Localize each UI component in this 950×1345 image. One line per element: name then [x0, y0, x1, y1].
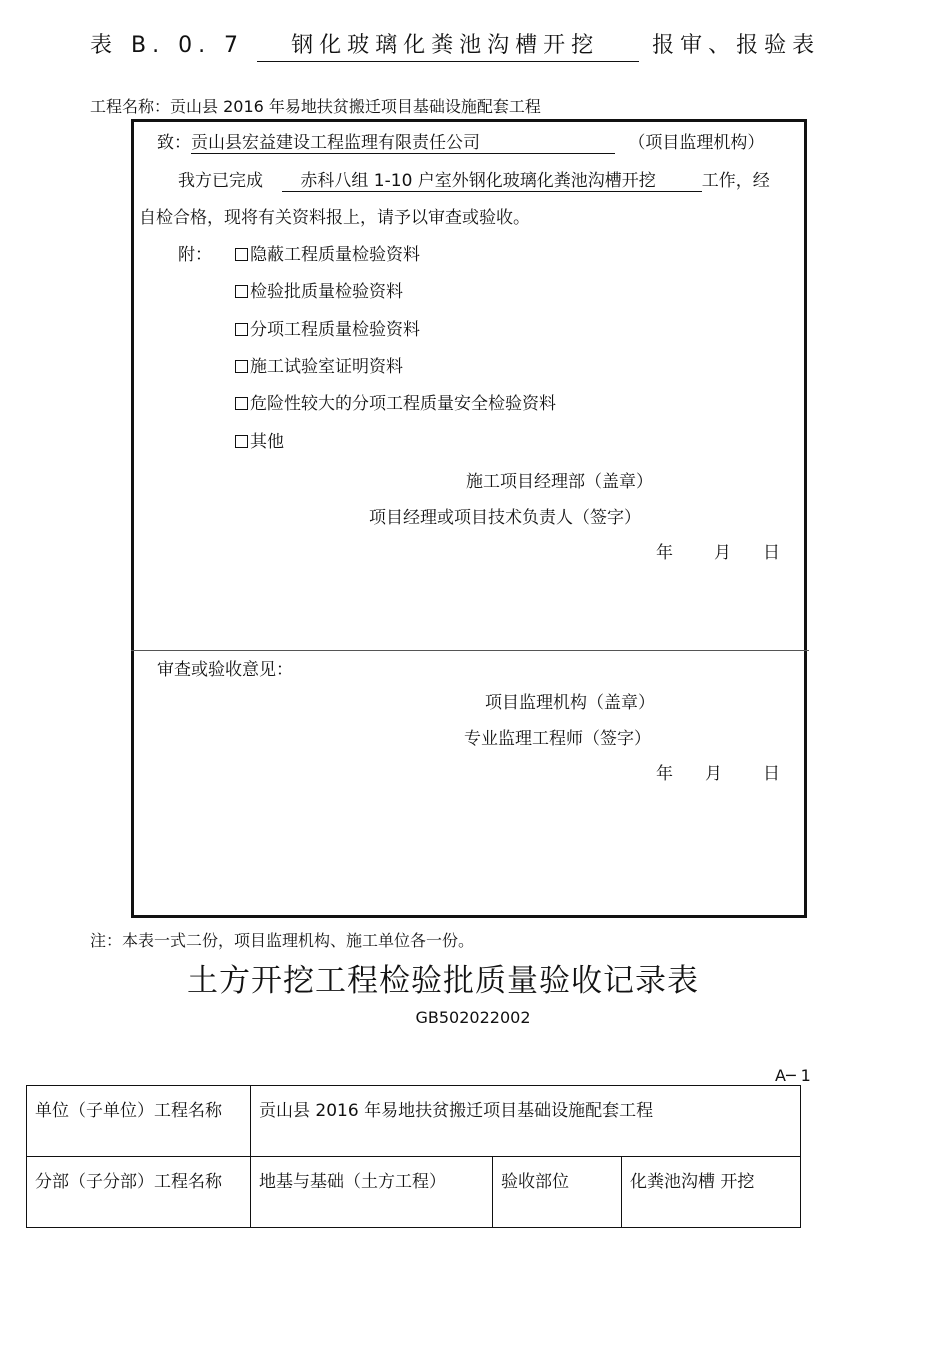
attachment-item[interactable] [235, 277, 403, 302]
attachment-label: 其他 [250, 432, 284, 452]
checkbox-icon[interactable] [235, 397, 248, 410]
manager-signature-label: 项目经理或项目技术负责人（签字） [369, 508, 641, 528]
done-value: 赤科八组 1-10 户室外钢化玻璃化粪池沟槽开挖 [282, 166, 701, 192]
attachment-item[interactable] [235, 389, 556, 414]
form-title-subject: 钢化玻璃化粪池沟槽开挖 [257, 28, 639, 62]
attachment-label: 检验批质量检验资料 [250, 282, 403, 302]
attachment-item[interactable] [235, 427, 284, 452]
attachment-item[interactable] [235, 315, 420, 340]
row1-label [27, 1086, 251, 1157]
form-title [90, 28, 820, 62]
form-note: 注：本表一式二份，项目监理机构、施工单位各一份。 [90, 931, 475, 950]
done-line [178, 166, 770, 192]
attach-label: 附： [178, 245, 212, 265]
attachment-label: 隐蔽工程质量检验资料 [250, 245, 420, 265]
form-title-suffix: 报审、报验表 [652, 33, 821, 58]
row2-label-text: 分部（子分部）工程名称 [35, 1172, 222, 1192]
done-label: 我方已完成 [178, 171, 263, 191]
checkbox-icon[interactable] [235, 248, 248, 261]
attachment-label: 危险性较大的分项工程质量安全检验资料 [250, 394, 556, 414]
supervisor-stamp-label: 项目监理机构（盖章） [485, 693, 655, 713]
row2-label [27, 1157, 251, 1228]
date-day: 日 [763, 543, 780, 563]
done-suffix: 工作，经 [701, 171, 770, 191]
project-name-line [90, 94, 541, 117]
table-row [27, 1157, 801, 1228]
review-label: 审查或验收意见： [157, 660, 293, 680]
row2-part-value: 化粪池沟槽 开挖 [622, 1157, 801, 1228]
attachment-label: 分项工程质量检验资料 [250, 320, 420, 340]
attachment-item[interactable] [235, 352, 403, 377]
date-month: 月 [714, 543, 731, 563]
project-label: 工程名称： [90, 97, 171, 116]
date-year: 年 [656, 764, 673, 784]
submission-text: 自检合格，现将有关资料报上，请予以审查或验收。 [139, 208, 530, 228]
record-table [26, 1085, 801, 1228]
attachment-item[interactable] [235, 240, 420, 265]
row2-part-label: 验收部位 [493, 1157, 622, 1228]
form-title-prefix: 表 B. 0. 7 [90, 33, 245, 58]
section-divider [131, 650, 809, 651]
date-day: 日 [763, 764, 780, 784]
record-code: A─ 1 [775, 1066, 811, 1085]
table-row [27, 1086, 801, 1157]
engineer-signature-label: 专业监理工程师（签字） [464, 729, 651, 749]
date-year: 年 [656, 543, 673, 563]
to-suffix: （项目监理机构） [628, 133, 765, 153]
to-line [157, 128, 764, 154]
contractor-stamp-label: 施工项目经理部（盖章） [466, 472, 653, 492]
record-title: 土方开挖工程检验批质量验收记录表 [187, 963, 699, 999]
date-month: 月 [705, 764, 722, 784]
checkbox-icon[interactable] [235, 323, 248, 336]
row1-label-text: 单位（子单位）工程名称 [35, 1101, 222, 1121]
checkbox-icon[interactable] [235, 435, 248, 448]
checkbox-icon[interactable] [235, 285, 248, 298]
project-name: 贡山县 2016 年易地扶贫搬迁项目基础设施配套工程 [170, 97, 541, 116]
record-standard: GB502022002 [415, 1008, 531, 1027]
row1-value: 贡山县 2016 年易地扶贫搬迁项目基础设施配套工程 [251, 1086, 801, 1157]
row2-value: 地基与基础（土方工程） [251, 1157, 493, 1228]
checkbox-icon[interactable] [235, 360, 248, 373]
to-label: 致： [157, 133, 191, 153]
attachment-label: 施工试验室证明资料 [250, 357, 403, 377]
to-value: 贡山县宏益建设工程监理有限责任公司 [191, 128, 615, 154]
